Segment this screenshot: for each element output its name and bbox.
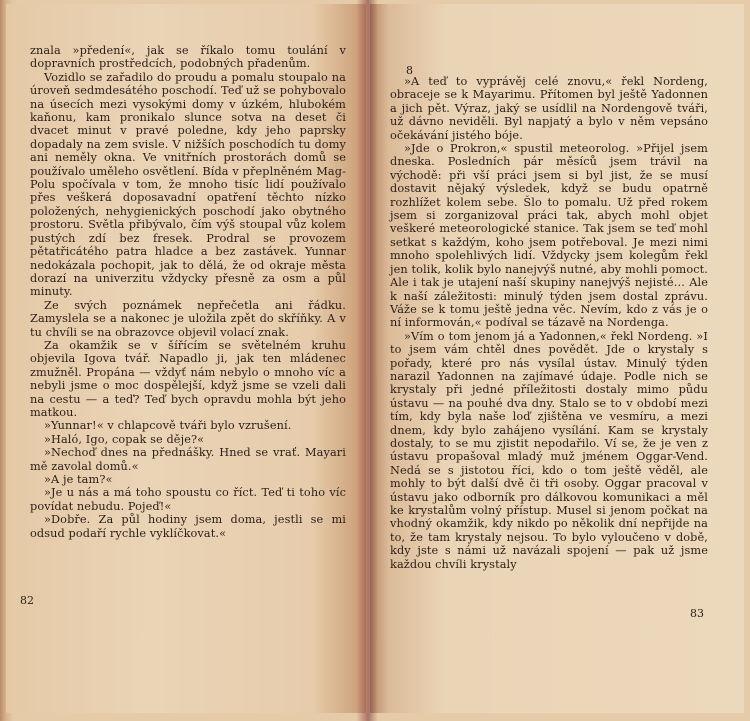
paragraph: »Dobře. Za půl hodiny jsem doma, jestli se mi odsud podaří rychle vyklíčkovat.«: [30, 513, 346, 540]
paragraph: »A je tam?«: [44, 473, 113, 486]
page-number-left: 82: [20, 594, 34, 607]
paragraph: »Je u nás a má toho spoustu co říct. Teď ti toho víc povídat nebudu. Pojeď!«: [30, 486, 346, 513]
paragraph: Vozidlo se zařadilo do proudu a pomalu stoupalo na úroveň sedmdesátého poschodí. Teď už se pohybovalo na úsecích mezi vysokými domy v úzkém, hlubokém kaňonu, kam pronikalo slunce sotva na deset či dvacet minut v pravé poledne, kdy jeho paprsky dopadaly na zem svisle. V nižších poschodích tu domy ani neměly okna. Ve vnitřních prostorách domů se používalo uměleho osvětlení. Bída v přeplněném Mag-Polu spočívala v tom, že mnoho tisíc lidí používalo přes veškerá doposavadní opatření těchto nízko položených, nehygienických poschodí jako obytného prostoru. Světla přibývalo, čím výš stoupal vůz kolem pustých zdí bez fresek. Prodral se provozem pětatřicátého patra hladce a bez zastávek. Yunnar nedokázala pochopit, jak to dělá, že od okraje města dorazí na univerzitu vždycky přesně za osm a půl minuty.: [30, 70, 346, 299]
right-page: [370, 4, 744, 713]
paragraph: Za okamžik se v šířícím se světelném kruhu objevila Igova tvář. Napadlo ji, jak ten mládenec zmužněl. Propána — vždyť nám nebylo o mnoho víc a nebyli jsme o moc dospělejší, když jsme se vzeli dali na cestu — a teď? Teď bych opravdu mohla být jeho matkou.: [30, 338, 346, 419]
paragraph: »Jde o Prokron,« spustil meteorolog. »Přijel jsem dneska. Posledních pár měsíců jsem trávil na východě: při vší práci jsem si byl jist, že se musí dostavit nějaký výsledek, když se budu opatrně rozhlížet kolem sebe. Šlo to pomalu. Už před rokem jsem si zorganizoval práci tak, abych mohl objet veškeré meteorologické stanice. Tak jsem se teď mohl setkat s každým, koho jsem potřeboval. Je mezi nimi mnoho spolehlivých lidí. Vždycky jsem kolegům řekl jen tolik, kolik bylo nanejvýš nutné, aby mohli pomoct. Ale i tak je utajení naší skupiny nanejvýš nejisté… Ale k naší záležitosti: minulý týden jsem dostal zprávu. Váže se k tomu ještě jedna věc. Nevím, kdo z vás je o ní informován,« podíval se tázavě na Nordenga.: [390, 142, 708, 330]
left-page: [6, 4, 366, 713]
chapter-number: 8: [406, 64, 413, 77]
paragraph: »A teď to vyprávěj celé znovu,« řekl Nordeng, obraceje se k Mayarimu. Přítomen byl ještě Yadonnen a jich pět. Výraz, jaký se usídlil na Nordengově tváři, už dávno neviděli. Byl napjatý a bylo v něm vepsáno očekávání jistého bóje.: [390, 75, 708, 142]
paragraph: »Vím o tom jenom já a Yadonnen,« řekl Nordeng. »I to jsem vám chtěl dnes povědět. Jde o krystaly s pořady, které pro nás vysílal ústav. Minulý týden narazil Yadonnen na zajímavé údaje. Podle nich se krystaly při jedné příležitosti dostaly mimo půdu ústavu — na pouhé dva dny. Stalo se to v období mezi tím, kdy byla naše loď zjištěna ve vesmíru, a mezi dnem, kdy bylo zahájeno vysílání. Kam se krystaly dostaly, to se mu zjistit nepodařilo. Ví se, že je ven z ústavu propašoval mladý muž jménem Oggar-Vend. Nedá se s jistotou říci, kdo o tom ještě věděl, ale mohly to být další dvě či tři osoby. Oggar pracoval v ústavu jako odborník pro dálkovou komunikaci a měl ke krystalům volný přístup. Musel si jenom počkat na vhodný okamžik, kdy nikdo po několik dní nepřijde na to, že tam krystaly nejsou. To bylo vyloučeno v době, kdy jste s námi už navázali spojení — pak už jsme každou chvíli krystaly: [390, 329, 708, 571]
paragraph: »Haló, Igo, copak se děje?«: [44, 432, 205, 446]
left-page-text: [30, 44, 346, 540]
right-page-text: [390, 75, 708, 571]
paragraph: Ze svých poznámek nepřečetla ani řádku. Zamyslela se a nakonec je uložila zpět do skříňky. A v tu chvíli se na obrazovce objevil volací znak.: [30, 298, 346, 339]
page-number-right: 83: [690, 607, 704, 620]
paragraph: »Yunnar!« v chlapcově tváři bylo vzrušení.: [44, 419, 292, 433]
book-gutter: [356, 0, 378, 721]
paragraph: znala »předení«, jak se říkalo tomu toulání v dopravních prostředcích, podobných přadenům.: [30, 44, 346, 71]
paragraph: »Nechoď dnes na přednášky. Hned se vrať. Mayari mě zavolal domů.«: [30, 446, 346, 473]
